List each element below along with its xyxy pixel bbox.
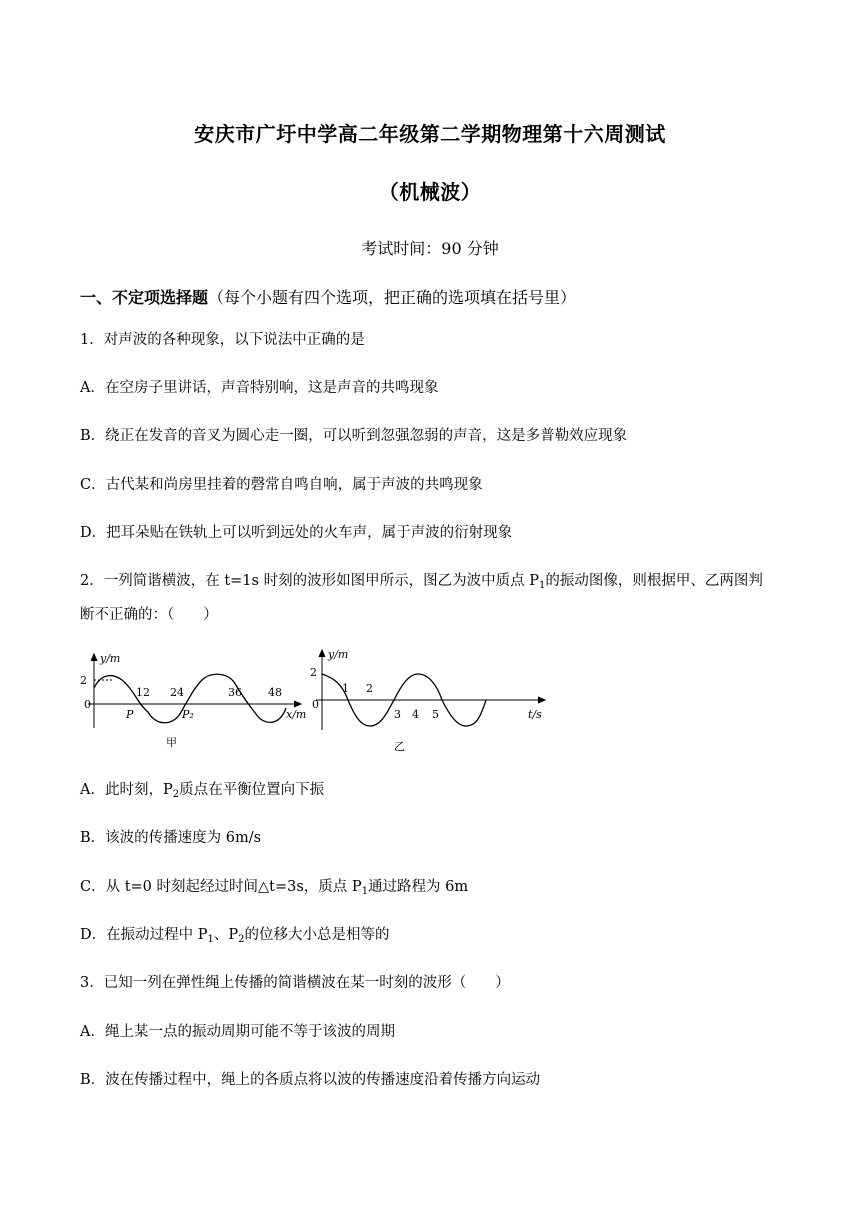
exam-time: 考试时间：90 分钟: [361, 239, 499, 258]
q1-option-d: D．把耳朵贴在铁轨上可以听到远处的火车声，属于声波的衍射现象: [80, 525, 513, 541]
jia-ytick: 2: [80, 674, 87, 687]
jia-caption: 甲: [166, 736, 177, 749]
q2-stem-part-b: 的振动图像，则根据甲、乙两图判: [545, 573, 763, 589]
q2-option-b: B．该波的传播速度为 6m/s: [80, 830, 262, 846]
yi-ttick-5: 5: [432, 708, 439, 721]
q2-stem-part-a: 2．一列简谐横波，在 t=1s 时刻的波形如图甲所示，图乙为波中质点 P: [80, 573, 539, 589]
section-heading: [80, 285, 576, 308]
yi-ttick-3: 3: [394, 708, 401, 721]
q2-a-text: A．此时刻，P: [80, 782, 173, 798]
section-title: 一、不定项选择题: [80, 288, 209, 307]
yi-origin: 0: [312, 698, 319, 711]
figure-yi: [308, 644, 553, 754]
q2-stem: [80, 569, 763, 591]
jia-ylabel: y/m: [100, 652, 121, 665]
section-note: （每个小题有四个选项，把正确的选项填在括号里）: [208, 288, 577, 307]
exam-title: 安庆市广圩中学高二年级第二学期物理第十六周测试: [194, 122, 666, 146]
q1-option-a: A．在空房子里讲话，声音特别响，这是声音的共鸣现象: [80, 380, 439, 396]
q2-c-sub: 1: [361, 886, 369, 897]
yi-xlabel: t/s: [528, 708, 542, 721]
q2-d-text: D．在振动过程中 P: [80, 927, 208, 943]
yi-ytick: 2: [310, 666, 317, 679]
yi-ttick-1: 1: [342, 682, 349, 695]
yi-ttick-2: 2: [366, 682, 373, 695]
q1-option-c: C．古代某和尚房里挂着的磬常自鸣自响，属于声波的共鸣现象: [80, 477, 483, 493]
q2-c-text: C．从 t=0 时刻起经过时间△t=3s，质点 P: [80, 879, 362, 895]
exam-subtitle: （机械波）: [378, 180, 482, 204]
q2-d-sub1: 1: [207, 934, 214, 945]
jia-origin: 0: [84, 698, 91, 711]
q1-option-b: B．绕正在发音的音叉为圆心走一圈，可以听到忽强忽弱的声音，这是多普勒效应现象: [80, 428, 628, 444]
figure-jia: [80, 648, 310, 753]
jia-xtick-4: 48: [268, 686, 282, 699]
yi-caption: 乙: [394, 740, 405, 753]
yi-ttick-4: 4: [412, 708, 419, 721]
q2-stem-sub: 1: [538, 580, 546, 591]
q2-stem-line2: 断不正确的：（ ）: [80, 607, 218, 623]
q1-stem: 1．对声波的各种现象，以下说法中正确的是: [80, 332, 365, 348]
q2-d-mid: 、P: [213, 927, 239, 943]
yi-ylabel: y/m: [328, 648, 349, 661]
q3-stem: 3．已知一列在弹性绳上传播的简谐横波在某一时刻的波形（ ）: [80, 975, 510, 991]
q2-option-c: [80, 875, 468, 897]
q2-d-text-end: 的位移大小总是相等的: [244, 927, 390, 943]
q2-option-a: [80, 778, 324, 800]
jia-point-p2: P₂: [182, 708, 194, 721]
q2-option-d: [80, 923, 390, 945]
jia-xtick-3: 36: [228, 686, 242, 699]
q2-c-text-end: 通过路程为 6m: [368, 879, 469, 895]
jia-xtick-1: 12: [136, 686, 150, 699]
jia-xtick-2: 24: [170, 686, 184, 699]
q3-option-b: B．波在传播过程中，绳上的各质点将以波的传播速度沿着传播方向运动: [80, 1072, 541, 1088]
jia-xlabel: x/m: [286, 708, 307, 721]
q2-d-sub2: 2: [238, 934, 245, 945]
q2-a-sub: 2: [172, 789, 180, 800]
jia-point-p1: P: [126, 708, 134, 721]
q2-a-text-end: 质点在平衡位置向下振: [179, 782, 325, 798]
q3-option-a: A．绳上某一点的振动周期可能不等于该波的周期: [80, 1024, 395, 1040]
